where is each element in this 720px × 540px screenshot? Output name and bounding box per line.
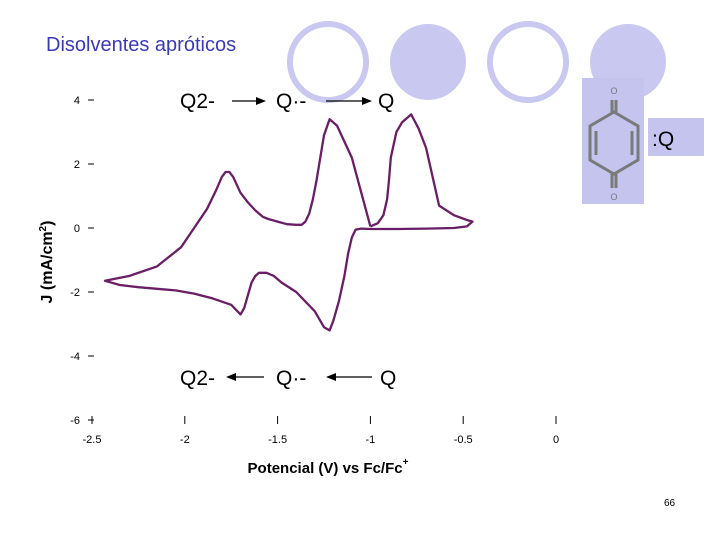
circle-decoration [290, 24, 366, 100]
species-q-radical-bottom: Q·- [276, 367, 307, 390]
series-line [105, 114, 473, 330]
y-tick-label: 4 [73, 95, 80, 107]
x-tick-label: -2 [179, 434, 190, 446]
species-q2-top: Q2- [180, 90, 216, 113]
reaction-bottom [180, 367, 396, 390]
species-q-radical-top: Q·- [276, 90, 307, 113]
molecule-label: :Q [652, 128, 675, 151]
y-axis [70, 95, 94, 427]
circle-decoration [390, 24, 466, 100]
y-tick-label: -4 [70, 351, 80, 363]
species-q2-bottom: Q2- [180, 367, 216, 390]
slide-title: Disolventes apróticos [46, 34, 237, 56]
x-tick-label: -0.5 [453, 434, 473, 446]
y-tick-label: -6 [70, 415, 80, 427]
x-axis [83, 416, 560, 446]
x-tick-label: 0 [552, 434, 560, 446]
species-q-bottom: Q [380, 367, 397, 390]
x-tick-label: -1.5 [268, 434, 288, 446]
y-tick-label: 0 [73, 223, 80, 235]
reaction-top [180, 90, 394, 113]
y-axis-label: J $(mA/cm^2)$ [38, 220, 56, 304]
arrow-head [256, 97, 266, 105]
arrow-head [362, 97, 372, 105]
atom-label-bottom: O [610, 192, 618, 202]
x-axis-label: Potencial (V) vs Fc/Fc+ [247, 457, 409, 477]
species-q-top: Q [378, 90, 395, 113]
atom-label-top: O [610, 86, 618, 96]
x-tick-label: -2.5 [82, 434, 102, 446]
x-tick-label: -1 [365, 434, 376, 446]
circle-decoration [490, 24, 566, 100]
y-tick-label: 2 [73, 159, 80, 171]
page-number: 66 [664, 498, 676, 509]
y-tick-label: -2 [70, 287, 80, 299]
benzoquinone-icon [582, 78, 704, 204]
